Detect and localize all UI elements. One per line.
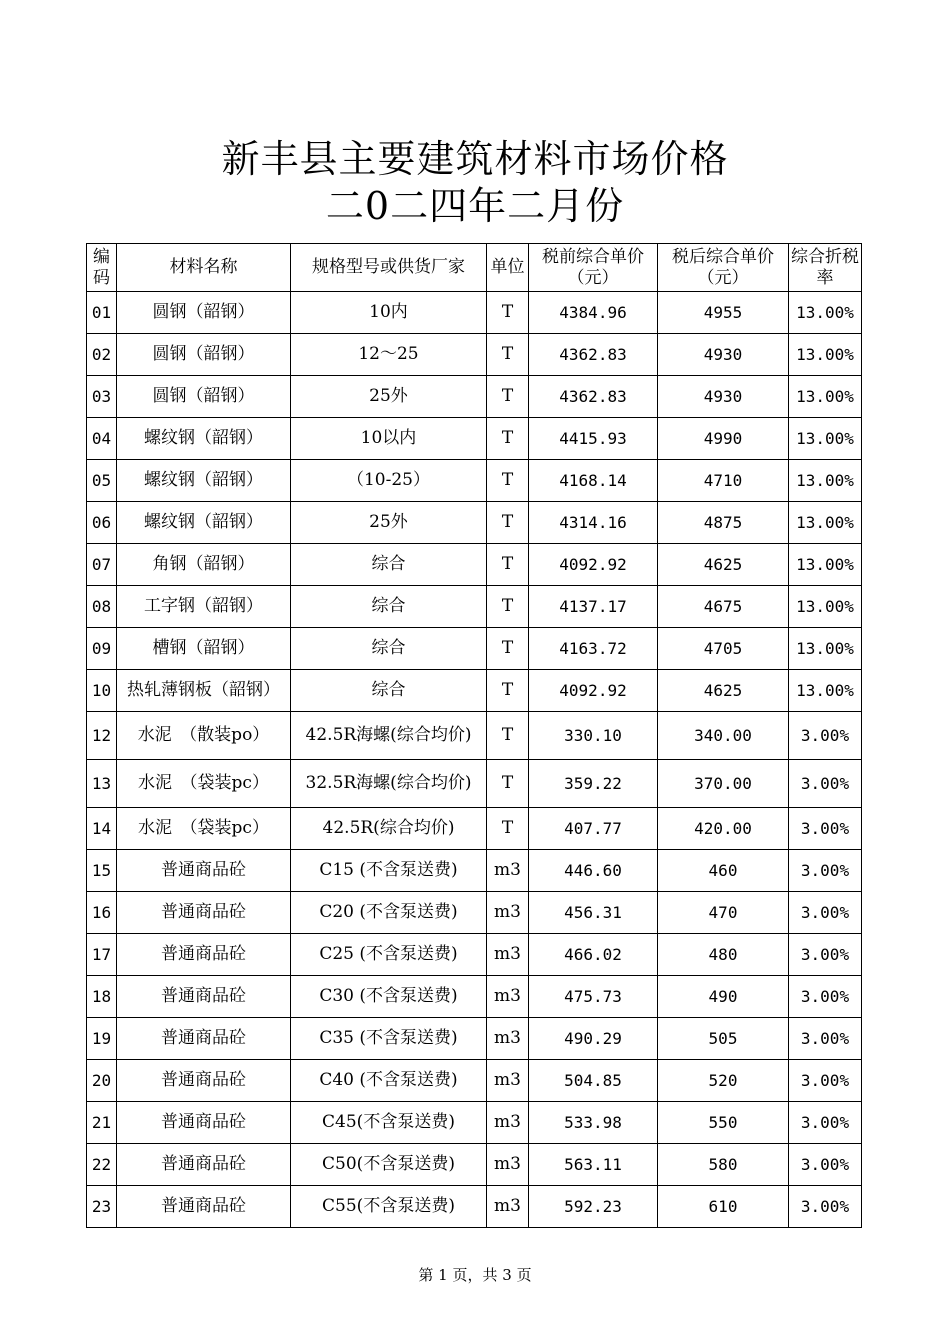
cell-name: 槽钢（韶钢） (117, 628, 291, 670)
cell-unit: m3 (487, 934, 529, 976)
header-name: 材料名称 (117, 244, 291, 292)
cell-code: 17 (87, 934, 117, 976)
cell-post-tax: 550 (658, 1102, 789, 1144)
cell-post-tax: 340.00 (658, 712, 789, 760)
cell-code: 01 (87, 292, 117, 334)
table-row (87, 544, 862, 586)
cell-name: 圆钢（韶钢） (117, 292, 291, 334)
cell-spec: C50(不含泵送费) (291, 1144, 487, 1186)
header-rate: 综合折税率 (789, 244, 862, 292)
cell-name: 热轧薄钢板（韶钢） (117, 670, 291, 712)
cell-rate: 3.00% (789, 1060, 862, 1102)
cell-spec: 32.5R海螺(综合均价) (291, 760, 487, 808)
cell-post-tax: 4705 (658, 628, 789, 670)
cell-spec: C45(不含泵送费) (291, 1102, 487, 1144)
cell-spec: 42.5R(综合均价) (291, 808, 487, 850)
cell-post-tax: 4875 (658, 502, 789, 544)
cell-spec: C35 (不含泵送费) (291, 1018, 487, 1060)
cell-name: 普通商品砼 (117, 1186, 291, 1228)
cell-name: 普通商品砼 (117, 1060, 291, 1102)
cell-spec: 42.5R海螺(综合均价) (291, 712, 487, 760)
cell-unit: m3 (487, 1018, 529, 1060)
cell-code: 10 (87, 670, 117, 712)
header-spec: 规格型号或供货厂家 (291, 244, 487, 292)
cell-post-tax: 580 (658, 1144, 789, 1186)
cell-rate: 13.00% (789, 628, 862, 670)
cell-code: 09 (87, 628, 117, 670)
table-row (87, 850, 862, 892)
cell-spec: 综合 (291, 586, 487, 628)
cell-unit: T (487, 586, 529, 628)
page-title: 新丰县主要建筑材料市场价格 (221, 137, 729, 181)
cell-unit: T (487, 292, 529, 334)
cell-name: 普通商品砼 (117, 1018, 291, 1060)
cell-rate: 13.00% (789, 334, 862, 376)
cell-code: 05 (87, 460, 117, 502)
cell-pre-tax: 407.77 (529, 808, 658, 850)
cell-spec: C55(不含泵送费) (291, 1186, 487, 1228)
cell-pre-tax: 4137.17 (529, 586, 658, 628)
table-row (87, 808, 862, 850)
cell-rate: 13.00% (789, 376, 862, 418)
cell-rate: 13.00% (789, 502, 862, 544)
header-pre-tax: 税前综合单价（元） (529, 244, 658, 292)
cell-unit: T (487, 376, 529, 418)
cell-post-tax: 420.00 (658, 808, 789, 850)
cell-rate: 3.00% (789, 1186, 862, 1228)
cell-rate: 3.00% (789, 760, 862, 808)
cell-code: 20 (87, 1060, 117, 1102)
table-row (87, 1018, 862, 1060)
header-row (87, 244, 862, 292)
cell-rate: 13.00% (789, 292, 862, 334)
cell-spec: C15 (不含泵送费) (291, 850, 487, 892)
table-row (87, 712, 862, 760)
cell-pre-tax: 490.29 (529, 1018, 658, 1060)
cell-pre-tax: 4092.92 (529, 544, 658, 586)
cell-pre-tax: 466.02 (529, 934, 658, 976)
cell-name: 螺纹钢（韶钢） (117, 418, 291, 460)
cell-spec: C30 (不含泵送费) (291, 976, 487, 1018)
cell-post-tax: 370.00 (658, 760, 789, 808)
cell-spec: C40 (不含泵送费) (291, 1060, 487, 1102)
cell-post-tax: 4710 (658, 460, 789, 502)
page-footer: 第 1 页，共 3 页 (418, 1266, 532, 1284)
cell-code: 06 (87, 502, 117, 544)
cell-name: 普通商品砼 (117, 850, 291, 892)
cell-post-tax: 4930 (658, 334, 789, 376)
cell-unit: T (487, 502, 529, 544)
table-row (87, 934, 862, 976)
cell-name: 普通商品砼 (117, 934, 291, 976)
cell-post-tax: 480 (658, 934, 789, 976)
table-row (87, 892, 862, 934)
cell-unit: m3 (487, 892, 529, 934)
cell-rate: 3.00% (789, 850, 862, 892)
cell-pre-tax: 4362.83 (529, 376, 658, 418)
cell-code: 23 (87, 1186, 117, 1228)
table-row (87, 502, 862, 544)
cell-code: 15 (87, 850, 117, 892)
cell-pre-tax: 4163.72 (529, 628, 658, 670)
table-row (87, 376, 862, 418)
cell-code: 08 (87, 586, 117, 628)
cell-name: 普通商品砼 (117, 1102, 291, 1144)
cell-spec: C25 (不含泵送费) (291, 934, 487, 976)
cell-spec: 10内 (291, 292, 487, 334)
table-row (87, 670, 862, 712)
cell-name: 螺纹钢（韶钢） (117, 502, 291, 544)
cell-unit: m3 (487, 1102, 529, 1144)
cell-pre-tax: 446.60 (529, 850, 658, 892)
cell-post-tax: 470 (658, 892, 789, 934)
cell-name: 工字钢（韶钢） (117, 586, 291, 628)
cell-code: 04 (87, 418, 117, 460)
table-row (87, 586, 862, 628)
cell-unit: m3 (487, 1144, 529, 1186)
cell-spec: （10-25） (291, 460, 487, 502)
table-row (87, 1102, 862, 1144)
cell-pre-tax: 4092.92 (529, 670, 658, 712)
cell-spec: 10以内 (291, 418, 487, 460)
cell-name: 水泥 （袋装pc） (117, 760, 291, 808)
cell-unit: T (487, 418, 529, 460)
cell-code: 07 (87, 544, 117, 586)
cell-name: 水泥 （袋装pc） (117, 808, 291, 850)
cell-pre-tax: 533.98 (529, 1102, 658, 1144)
cell-unit: m3 (487, 850, 529, 892)
header-post-tax: 税后综合单价（元） (658, 244, 789, 292)
cell-unit: T (487, 808, 529, 850)
header-code: 编码 (87, 244, 117, 292)
cell-code: 16 (87, 892, 117, 934)
cell-code: 13 (87, 760, 117, 808)
cell-post-tax: 490 (658, 976, 789, 1018)
cell-rate: 13.00% (789, 460, 862, 502)
cell-code: 21 (87, 1102, 117, 1144)
table-row (87, 1186, 862, 1228)
page-subtitle: 二0二四年二月份 (325, 184, 625, 228)
table-row (87, 292, 862, 334)
cell-spec: C20 (不含泵送费) (291, 892, 487, 934)
cell-spec: 综合 (291, 544, 487, 586)
table-row (87, 460, 862, 502)
table-row (87, 976, 862, 1018)
cell-post-tax: 4930 (658, 376, 789, 418)
cell-unit: T (487, 712, 529, 760)
table-row (87, 1060, 862, 1102)
cell-rate: 3.00% (789, 892, 862, 934)
table-row (87, 628, 862, 670)
cell-name: 螺纹钢（韶钢） (117, 460, 291, 502)
cell-rate: 3.00% (789, 808, 862, 850)
cell-name: 圆钢（韶钢） (117, 376, 291, 418)
table-row (87, 760, 862, 808)
cell-unit: T (487, 628, 529, 670)
cell-unit: m3 (487, 976, 529, 1018)
cell-pre-tax: 504.85 (529, 1060, 658, 1102)
cell-post-tax: 4625 (658, 544, 789, 586)
cell-name: 圆钢（韶钢） (117, 334, 291, 376)
cell-code: 22 (87, 1144, 117, 1186)
cell-pre-tax: 592.23 (529, 1186, 658, 1228)
cell-name: 普通商品砼 (117, 892, 291, 934)
cell-name: 普通商品砼 (117, 976, 291, 1018)
cell-unit: T (487, 760, 529, 808)
cell-spec: 综合 (291, 670, 487, 712)
cell-pre-tax: 563.11 (529, 1144, 658, 1186)
cell-name: 普通商品砼 (117, 1144, 291, 1186)
cell-post-tax: 4955 (658, 292, 789, 334)
cell-code: 02 (87, 334, 117, 376)
cell-rate: 13.00% (789, 418, 862, 460)
cell-post-tax: 4990 (658, 418, 789, 460)
cell-unit: T (487, 544, 529, 586)
cell-rate: 3.00% (789, 976, 862, 1018)
cell-pre-tax: 4384.96 (529, 292, 658, 334)
cell-post-tax: 505 (658, 1018, 789, 1060)
price-table (86, 243, 862, 1228)
header-unit: 单位 (487, 244, 529, 292)
cell-pre-tax: 456.31 (529, 892, 658, 934)
cell-rate: 3.00% (789, 712, 862, 760)
cell-pre-tax: 4415.93 (529, 418, 658, 460)
cell-unit: m3 (487, 1186, 529, 1228)
cell-unit: T (487, 670, 529, 712)
table-row (87, 1144, 862, 1186)
cell-code: 19 (87, 1018, 117, 1060)
cell-post-tax: 520 (658, 1060, 789, 1102)
cell-rate: 13.00% (789, 670, 862, 712)
cell-rate: 13.00% (789, 544, 862, 586)
cell-pre-tax: 4314.16 (529, 502, 658, 544)
cell-rate: 3.00% (789, 934, 862, 976)
table-row (87, 418, 862, 460)
cell-post-tax: 610 (658, 1186, 789, 1228)
cell-post-tax: 4675 (658, 586, 789, 628)
cell-rate: 3.00% (789, 1144, 862, 1186)
cell-pre-tax: 4362.83 (529, 334, 658, 376)
cell-unit: m3 (487, 1060, 529, 1102)
cell-spec: 12～25 (291, 334, 487, 376)
cell-code: 12 (87, 712, 117, 760)
cell-name: 角钢（韶钢） (117, 544, 291, 586)
cell-rate: 13.00% (789, 586, 862, 628)
cell-unit: T (487, 460, 529, 502)
cell-post-tax: 460 (658, 850, 789, 892)
cell-pre-tax: 4168.14 (529, 460, 658, 502)
table-row (87, 334, 862, 376)
cell-spec: 综合 (291, 628, 487, 670)
cell-code: 18 (87, 976, 117, 1018)
cell-code: 03 (87, 376, 117, 418)
cell-unit: T (487, 334, 529, 376)
cell-spec: 25外 (291, 376, 487, 418)
cell-name: 水泥 （散装po） (117, 712, 291, 760)
cell-rate: 3.00% (789, 1102, 862, 1144)
cell-pre-tax: 359.22 (529, 760, 658, 808)
cell-pre-tax: 475.73 (529, 976, 658, 1018)
cell-rate: 3.00% (789, 1018, 862, 1060)
cell-code: 14 (87, 808, 117, 850)
cell-spec: 25外 (291, 502, 487, 544)
cell-pre-tax: 330.10 (529, 712, 658, 760)
cell-post-tax: 4625 (658, 670, 789, 712)
